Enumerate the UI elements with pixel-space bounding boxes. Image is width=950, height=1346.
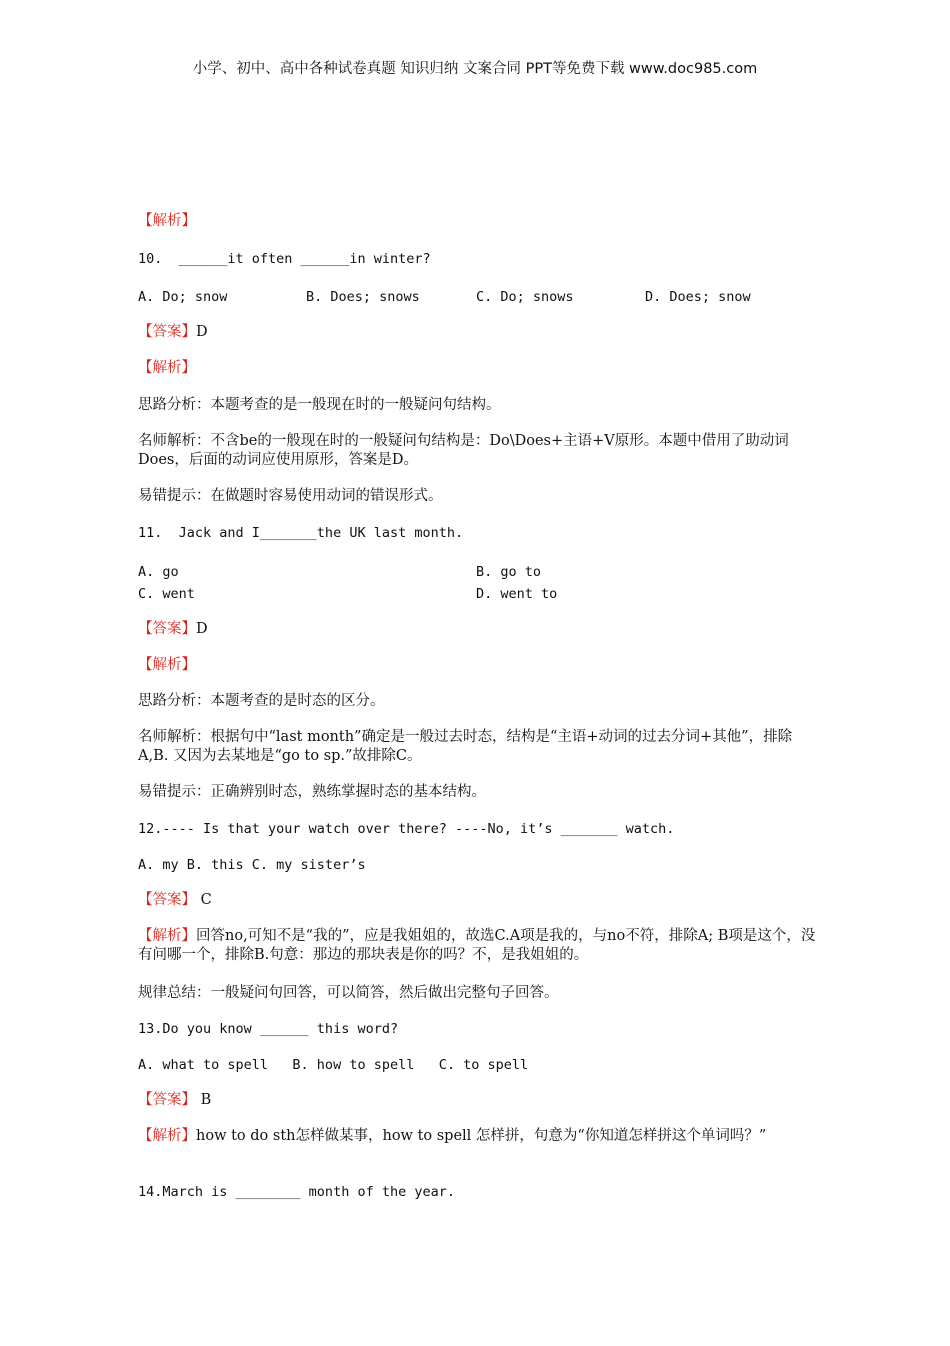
q10-option-c: C. Do; snows — [476, 289, 574, 305]
q13-analysis — [138, 1127, 818, 1146]
q11-analysis-2: 名师解析：根据句中“last month”确定是一般过去时态，结构是“主语+动词的过去分词+其他”，排除A,B. 又因为去某地是“go to sp.”故排除C。 — [138, 729, 793, 764]
answer-tag: 【答案】 — [138, 1092, 196, 1108]
q12-options: A. my B. this C. my sister’s — [138, 857, 366, 873]
page-header: 小学、初中、高中各种试卷真题 知识归纳 文案合同 PPT等免费下载 www.doc985.com — [192, 61, 758, 77]
q12-analysis-text: 回答no,可知不是“我的”，应是我姐姐的，故选C.A项是我的，与no不符，排除A; B项是这个，没有问哪一个，排除B.句意：那边的那块表是你的吗？不，是我姐姐的。 — [138, 928, 816, 963]
q10-analysis-1: 思路分析：本题考查的是一般现在时的一般疑问句结构。 — [138, 397, 501, 413]
q10-answer: D — [196, 324, 208, 340]
q11-option-b: B. go to — [476, 564, 542, 580]
q12-answer: C — [196, 892, 212, 908]
q11-option-d: D. went to — [476, 586, 558, 602]
answer-tag: 【答案】 — [138, 324, 196, 340]
q10-option-a: A. Do; snow — [138, 289, 228, 305]
question-14-stem: 14.March is ________ month of the year. — [138, 1184, 455, 1200]
q11-analysis-tag: 【解析】 — [138, 657, 196, 673]
analysis-tag: 【解析】 — [138, 928, 196, 944]
answer-tag: 【答案】 — [138, 621, 196, 637]
q11-analysis-1: 思路分析：本题考查的是时态的区分。 — [138, 693, 385, 709]
q13-answer-line — [138, 1091, 211, 1110]
answer-tag: 【答案】 — [138, 892, 196, 908]
q10-answer-line — [138, 323, 208, 342]
question-10-stem: 10. ______it often ______in winter? — [138, 251, 431, 267]
q13-analysis-text: how to do sth怎样做某事，how to spell 怎样拼，句意为“你知道怎样拼这个单词吗？” — [196, 1128, 767, 1144]
analysis-tag: 【解析】 — [138, 213, 196, 229]
q10-analysis-3: 易错提示：在做题时容易使用动词的错误形式。 — [138, 488, 443, 504]
q12-answer-line — [138, 891, 212, 910]
q11-analysis-3: 易错提示：正确辨别时态，熟练掌握时态的基本结构。 — [138, 784, 486, 800]
q10-analysis-tag: 【解析】 — [138, 360, 196, 376]
q12-summary: 规律总结：一般疑问句回答，可以简答，然后做出完整句子回答。 — [138, 985, 559, 1001]
q11-option-c: C. went — [138, 586, 195, 602]
q10-analysis-2: 名师解析：不含be的一般现在时的一般疑问句结构是：Do\Does+主语+V原形。本题中借用了助动词Does，后面的动词应使用原形，答案是D。 — [138, 433, 789, 468]
q13-answer: B — [196, 1092, 212, 1108]
q10-option-b: B. Does; snows — [306, 289, 420, 305]
q11-answer: D — [196, 621, 208, 637]
q11-option-a: A. go — [138, 564, 179, 580]
q11-answer-line — [138, 620, 208, 639]
q12-analysis — [138, 927, 818, 965]
q10-option-d: D. Does; snow — [645, 289, 751, 305]
q13-options: A. what to spell B. how to spell C. to spell — [138, 1057, 529, 1073]
analysis-tag: 【解析】 — [138, 1128, 196, 1144]
question-12-stem: 12.---- Is that your watch over there? ----No, it’s _______ watch. — [138, 821, 675, 837]
question-11-stem: 11. Jack and I_______the UK last month. — [138, 525, 464, 541]
question-13-stem: 13.Do you know ______ this word? — [138, 1021, 399, 1037]
